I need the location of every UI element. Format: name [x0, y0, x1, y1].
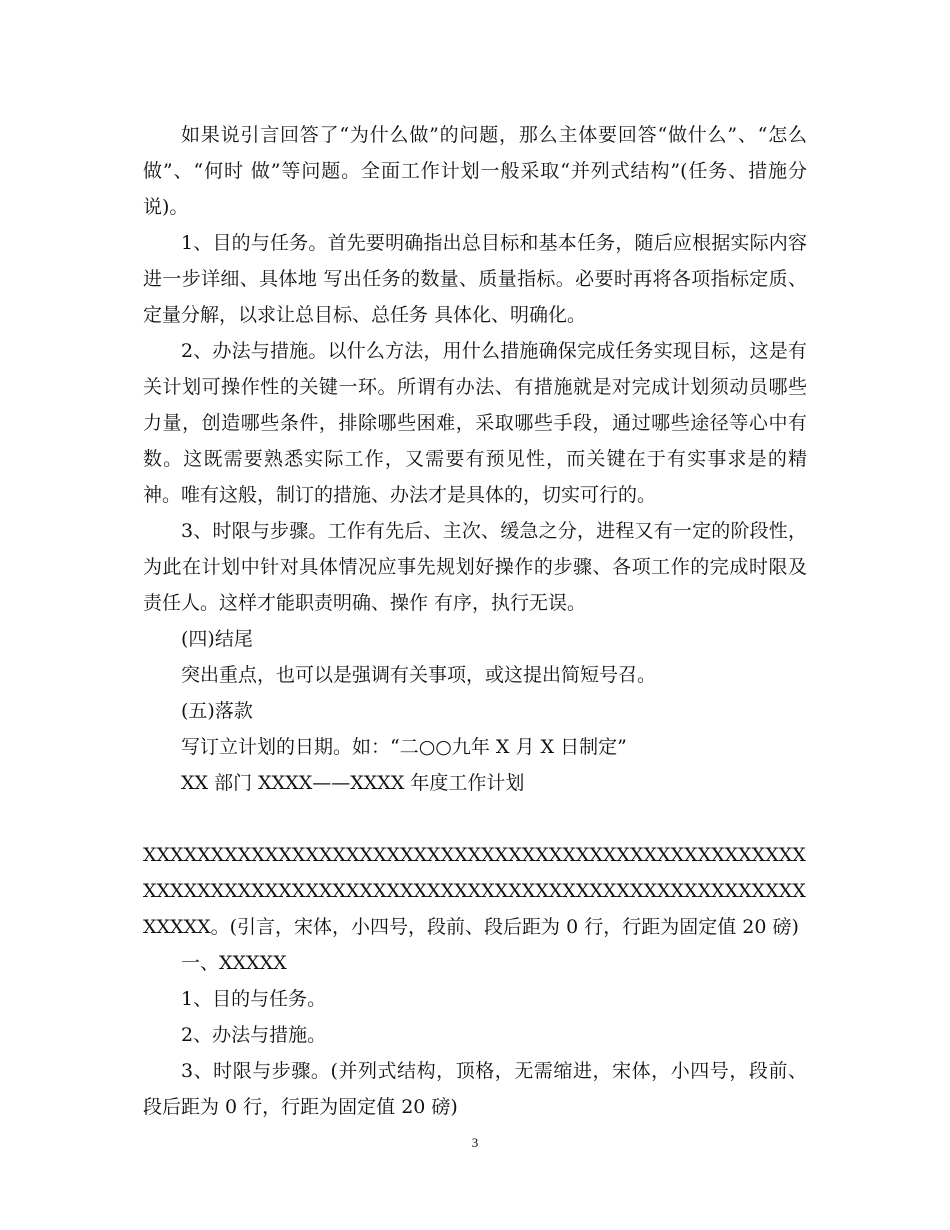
- page-number: 3: [471, 1135, 479, 1150]
- paragraph-timeline-steps: 3、时限与步骤。工作有先后、主次、缓急之分，进程又有一定的阶段性，为此在计划中针对具体情况应事先规划好操作的步骤、各项工作的完成时限及责任人。这样才能职责明确、操作 有序，执行无误。: [143, 520, 807, 614]
- paragraph-signature: 写订立计划的日期。如：“二○○九年 X 月 X 日制定”: [181, 736, 627, 758]
- template-title: XX 部门 XXXX——XXXX 年度工作计划: [181, 772, 525, 794]
- heading-ending: (四)结尾: [181, 628, 253, 650]
- template-item-2: 2、办法与措施。: [181, 1024, 327, 1046]
- template-item-1: 1、目的与任务。: [181, 988, 327, 1010]
- paragraph-methods-measures: 2、办法与措施。以什么方法，用什么措施确保完成任务实现目标，这是有关计划可操作性的关键一环。所谓有办法、有措施就是对完成计划须动员哪些力量，创造哪些条件，排除哪些困难，采取哪些手段，通过哪些途径等心中有数。这既需要熟悉实际工作，又需要有预见性，而关键在于有实事求是的精神。唯有这般，制订的措施、办法才是具体的，切实可行的。: [143, 340, 807, 506]
- template-item-3: 3、时限与步骤。(并列式结构，顶格，无需缩进，宋体，小四号，段前、段后距为 0 行，行距为固定值 20 磅): [143, 1060, 807, 1118]
- template-section-heading: 一、XXXXX: [181, 952, 287, 974]
- document-body: [143, 117, 807, 1125]
- paragraph-ending: 突出重点，也可以是强调有关事项，或这提出简短号召。: [181, 664, 657, 686]
- paragraph-goals-tasks: 1、目的与任务。首先要明确指出总目标和基本任务，随后应根据实际内容进一步详细、具体地 写出任务的数量、质量指标。必要时再将各项指标定质、定量分解，以求让总目标、总任务 具体化、明确化。: [143, 232, 807, 326]
- heading-signature: (五)落款: [181, 700, 253, 722]
- template-intro: XXXXXXXXXXXXXXXXXXXXXXXXXXXXXXXXXXXXXXXXXXXXXXXXXXXXXXXXXXXXXXXXXXXXXXXXXXXXXXXXXXXXXXXXXXXXXXXXXXXXXXX。(引言，宋体，小四号，段前、段后距为 0 行，行距为固定值 20 磅): [143, 844, 806, 938]
- paragraph-body-intro: 如果说引言回答了“为什么做”的问题，那么主体要回答“做什么”、“怎么做”、“何时 做”等问题。全面工作计划一般采取“并列式结构”(任务、措施分说)。: [143, 124, 807, 218]
- blank-line: [143, 801, 807, 837]
